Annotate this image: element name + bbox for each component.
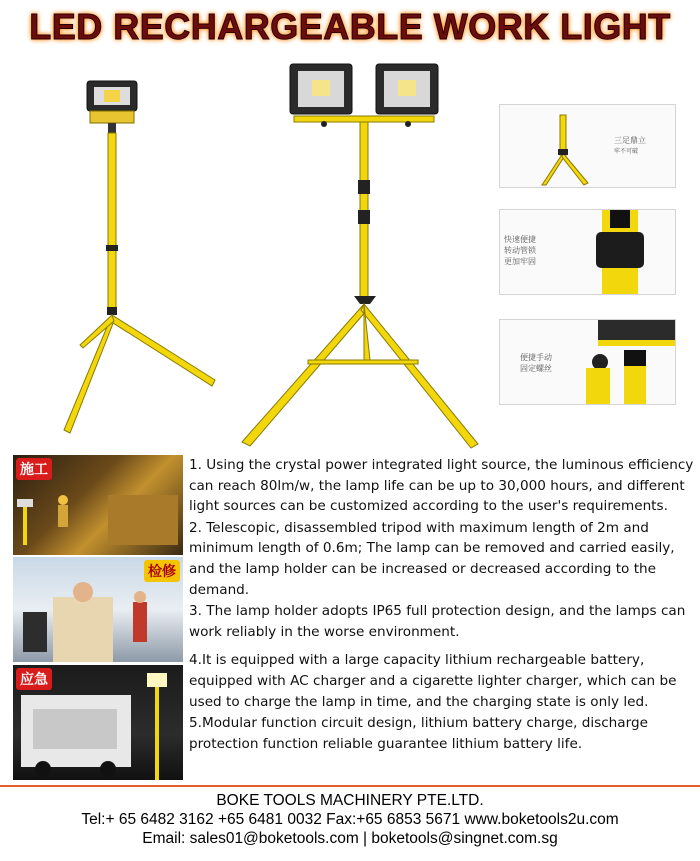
feature-item: 5.Modular function circuit design, lithium battery charge, discharge protection function reliable guarantee lithium battery life. bbox=[189, 715, 648, 752]
single-lamp-tripod-image bbox=[50, 75, 230, 440]
tripod-detail-icon bbox=[500, 105, 675, 187]
feature-item: 2. Telescopic, disassembled tripod with maximum length of 2m and minimum length of 0.6m; The lamp can be removed and carried easily, and the lamp holder can be increased or decreased according to the demand. bbox=[189, 519, 675, 598]
company-name: BOKE TOOLS MACHINERY PTE.LTD. bbox=[216, 792, 484, 809]
detail-label: 快速便捷 转动管锁 更加牢固 bbox=[504, 235, 536, 266]
fixing-screw-detail bbox=[499, 319, 676, 405]
feature-item: 4.It is equipped with a large capacity lithium rechargeable battery, equipped with AC charger and a cigarette lighter charger, which can be used to charge the lamp in time, and the charging state is only led. bbox=[189, 652, 677, 710]
photo-badge: 应急 bbox=[16, 668, 52, 690]
feature-item: 3. The lamp holder adopts IP65 full protection design, and the lamps can work reliably in the worse environment. bbox=[189, 603, 686, 640]
tripod-stability-detail bbox=[499, 104, 676, 188]
tube-lock-detail bbox=[499, 209, 676, 295]
contact-line: Tel:+ 65 6482 3162 +65 6481 0032 Fax:+65 6853 5671 www.boketools2u.com bbox=[81, 811, 619, 828]
double-lamp-tripod-image bbox=[238, 60, 498, 450]
emergency-photo bbox=[13, 665, 183, 780]
emergency-scene bbox=[13, 665, 183, 780]
photo-badge: 检修 bbox=[144, 560, 180, 582]
construction-photo bbox=[13, 455, 183, 555]
detail-label: 便捷手动 固定螺丝 bbox=[520, 353, 552, 373]
feature-item: 1. Using the crystal power integrated light source, the luminous efficiency can reach 80lm/w, the lamp life can be up to 30,000 hours, and different light sources can be customized according to the user's requirements. bbox=[189, 457, 694, 515]
feature-list bbox=[189, 455, 695, 755]
maintenance-scene bbox=[13, 557, 183, 662]
maintenance-photo bbox=[13, 557, 183, 662]
construction-scene bbox=[13, 455, 183, 555]
detail-label: 三足鼎立 牢不可破 bbox=[614, 136, 646, 155]
page-title: LED RECHARGEABLE WORK LIGHT bbox=[29, 6, 671, 47]
photo-badge: 施工 bbox=[16, 458, 52, 480]
footer-divider bbox=[0, 785, 700, 787]
email-line: Email: sales01@boketools.com | boketools@singnet.com.sg bbox=[142, 830, 558, 847]
company-footer bbox=[0, 791, 700, 848]
